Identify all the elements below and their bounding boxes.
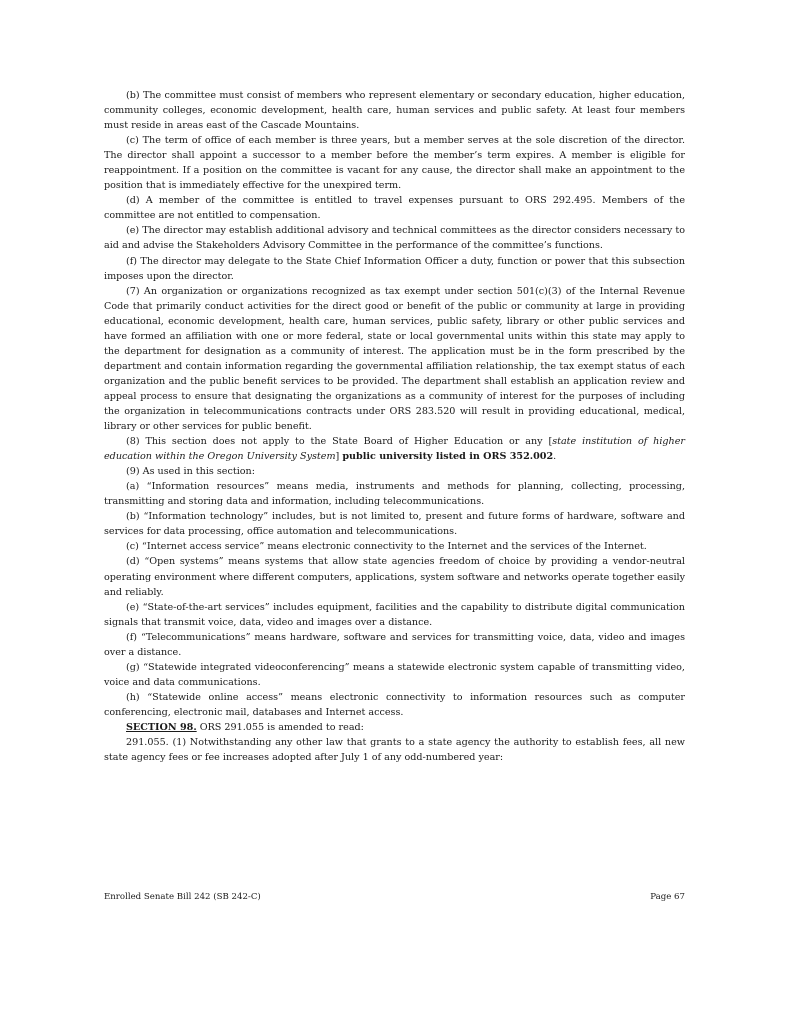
- page-footer: [104, 892, 685, 902]
- definition-online-access: (h) “Statewide online access” means electronic connectivity to information resources such as computer conferencing, electronic mail, databases and Internet access.: [104, 691, 685, 718]
- paragraph-travel-expenses: (d) A member of the committee is entitled to travel expenses pursuant to ORS 292.495. Members of the committee are not entitled to compensation.: [104, 195, 685, 222]
- paragraph-committee-membership: (b) The committee must consist of members who represent elementary or secondary education, higher education, community colleges, economic development, health care, human services and public safety. At least four members must reside in areas east of the Cascade Mountains.: [104, 90, 685, 132]
- section-8-prefix: (8) This section does not apply to the State Board of Higher Education or any [: [126, 436, 553, 448]
- definition-open-systems: (d) “Open systems” means systems that allow state agencies freedom of choice by providing a vendor-neutral operating environment where different computers, applications, system software and networks operate together easily and reliably.: [104, 556, 685, 598]
- paragraph-term-of-office: (c) The term of office of each member is three years, but a member serves at the sole discretion of the director. The director shall appoint a successor to a member before the member’s term expires. A member is eligible for reappointment. If a position on the committee is vacant for any cause, the director shall make an appointment to the position that is immediately effective for the unexpired term.: [104, 135, 685, 192]
- section-98-heading: [104, 720, 685, 735]
- section-8-end: .: [553, 451, 557, 463]
- definition-internet-access: (c) “Internet access service” means electronic connectivity to the Internet and the services of the Internet.: [126, 541, 647, 553]
- paragraph-ors-291-055: 291.055. (1) Notwithstanding any other law that grants to a state agency the authority to establish fees, all new state agency fees or fee increases adopted after July 1 of any odd-numbered year:: [104, 737, 685, 764]
- paragraph-delegation: (f) The director may delegate to the State Chief Information Officer a duty, function or power that this subsection imposes upon the director.: [104, 255, 685, 282]
- added-text: public university listed in ORS 352.002: [342, 451, 554, 463]
- footer-page-number: Page 67: [650, 892, 685, 902]
- section-98-label: SECTION 98.: [126, 721, 197, 733]
- deleted-text: state institution of higher education within the Oregon University System: [104, 436, 685, 463]
- definition-telecommunications: (f) “Telecommunications” means hardware, software and services for transmitting voice, data, video and images over a distance.: [104, 631, 685, 658]
- footer-bill-name: Enrolled Senate Bill 242 (SB 242-C): [104, 892, 261, 902]
- section-8-bracket: ]: [335, 451, 343, 463]
- document-body: [104, 88, 685, 765]
- paragraph-advisory-committees: (e) The director may establish additional advisory and technical committees as the director considers necessary to aid and advise the Stakeholders Advisory Committee in the performance of the committee’s functions.: [104, 225, 685, 252]
- definition-information-technology: (b) “Information technology” includes, but is not limited to, present and future forms of hardware, software and services for data processing, office automation and telecommunications.: [104, 511, 685, 538]
- definition-information-resources: (a) “Information resources” means media, instruments and methods for planning, collecting, processing, transmitting and storing data and information, including telecommunications.: [104, 481, 685, 508]
- definition-state-of-the-art: (e) “State-of-the-art services” includes equipment, facilities and the capability to distribute digital communication signals that transmit voice, data, video and images over a distance.: [104, 601, 685, 628]
- paragraph-section-7: (7) An organization or organizations recognized as tax exempt under section 501(c)(3) of the Internal Revenue Code that primarily conduct activities for the direct good or benefit of the public or community at large in providing educational, economic development, health care, human services, public safety, library or other public services and have formed an affiliation with one or more federal, state or local governmental units within this state may apply to the department for designation as a community of interest. The application must be in the form prescribed by the department and contain information regarding the governmental affiliation relationship, the tax exempt status of each organization and the public benefit services to be provided. The department shall establish an application review and appeal process to ensure that designating the organizations as a community of interest for the purposes of including the organization in telecommunications contracts under ORS 283.520 will result in providing educational, medical, library or other services for public benefit.: [104, 285, 685, 433]
- paragraph-section-9: (9) As used in this section:: [126, 466, 255, 478]
- section-98-text: ORS 291.055 is amended to read:: [196, 721, 364, 733]
- paragraph-section-8: [104, 434, 685, 464]
- definition-videoconferencing: (g) “Statewide integrated videoconferencing” means a statewide electronic system capable of transmitting video, voice and data communications.: [104, 661, 685, 688]
